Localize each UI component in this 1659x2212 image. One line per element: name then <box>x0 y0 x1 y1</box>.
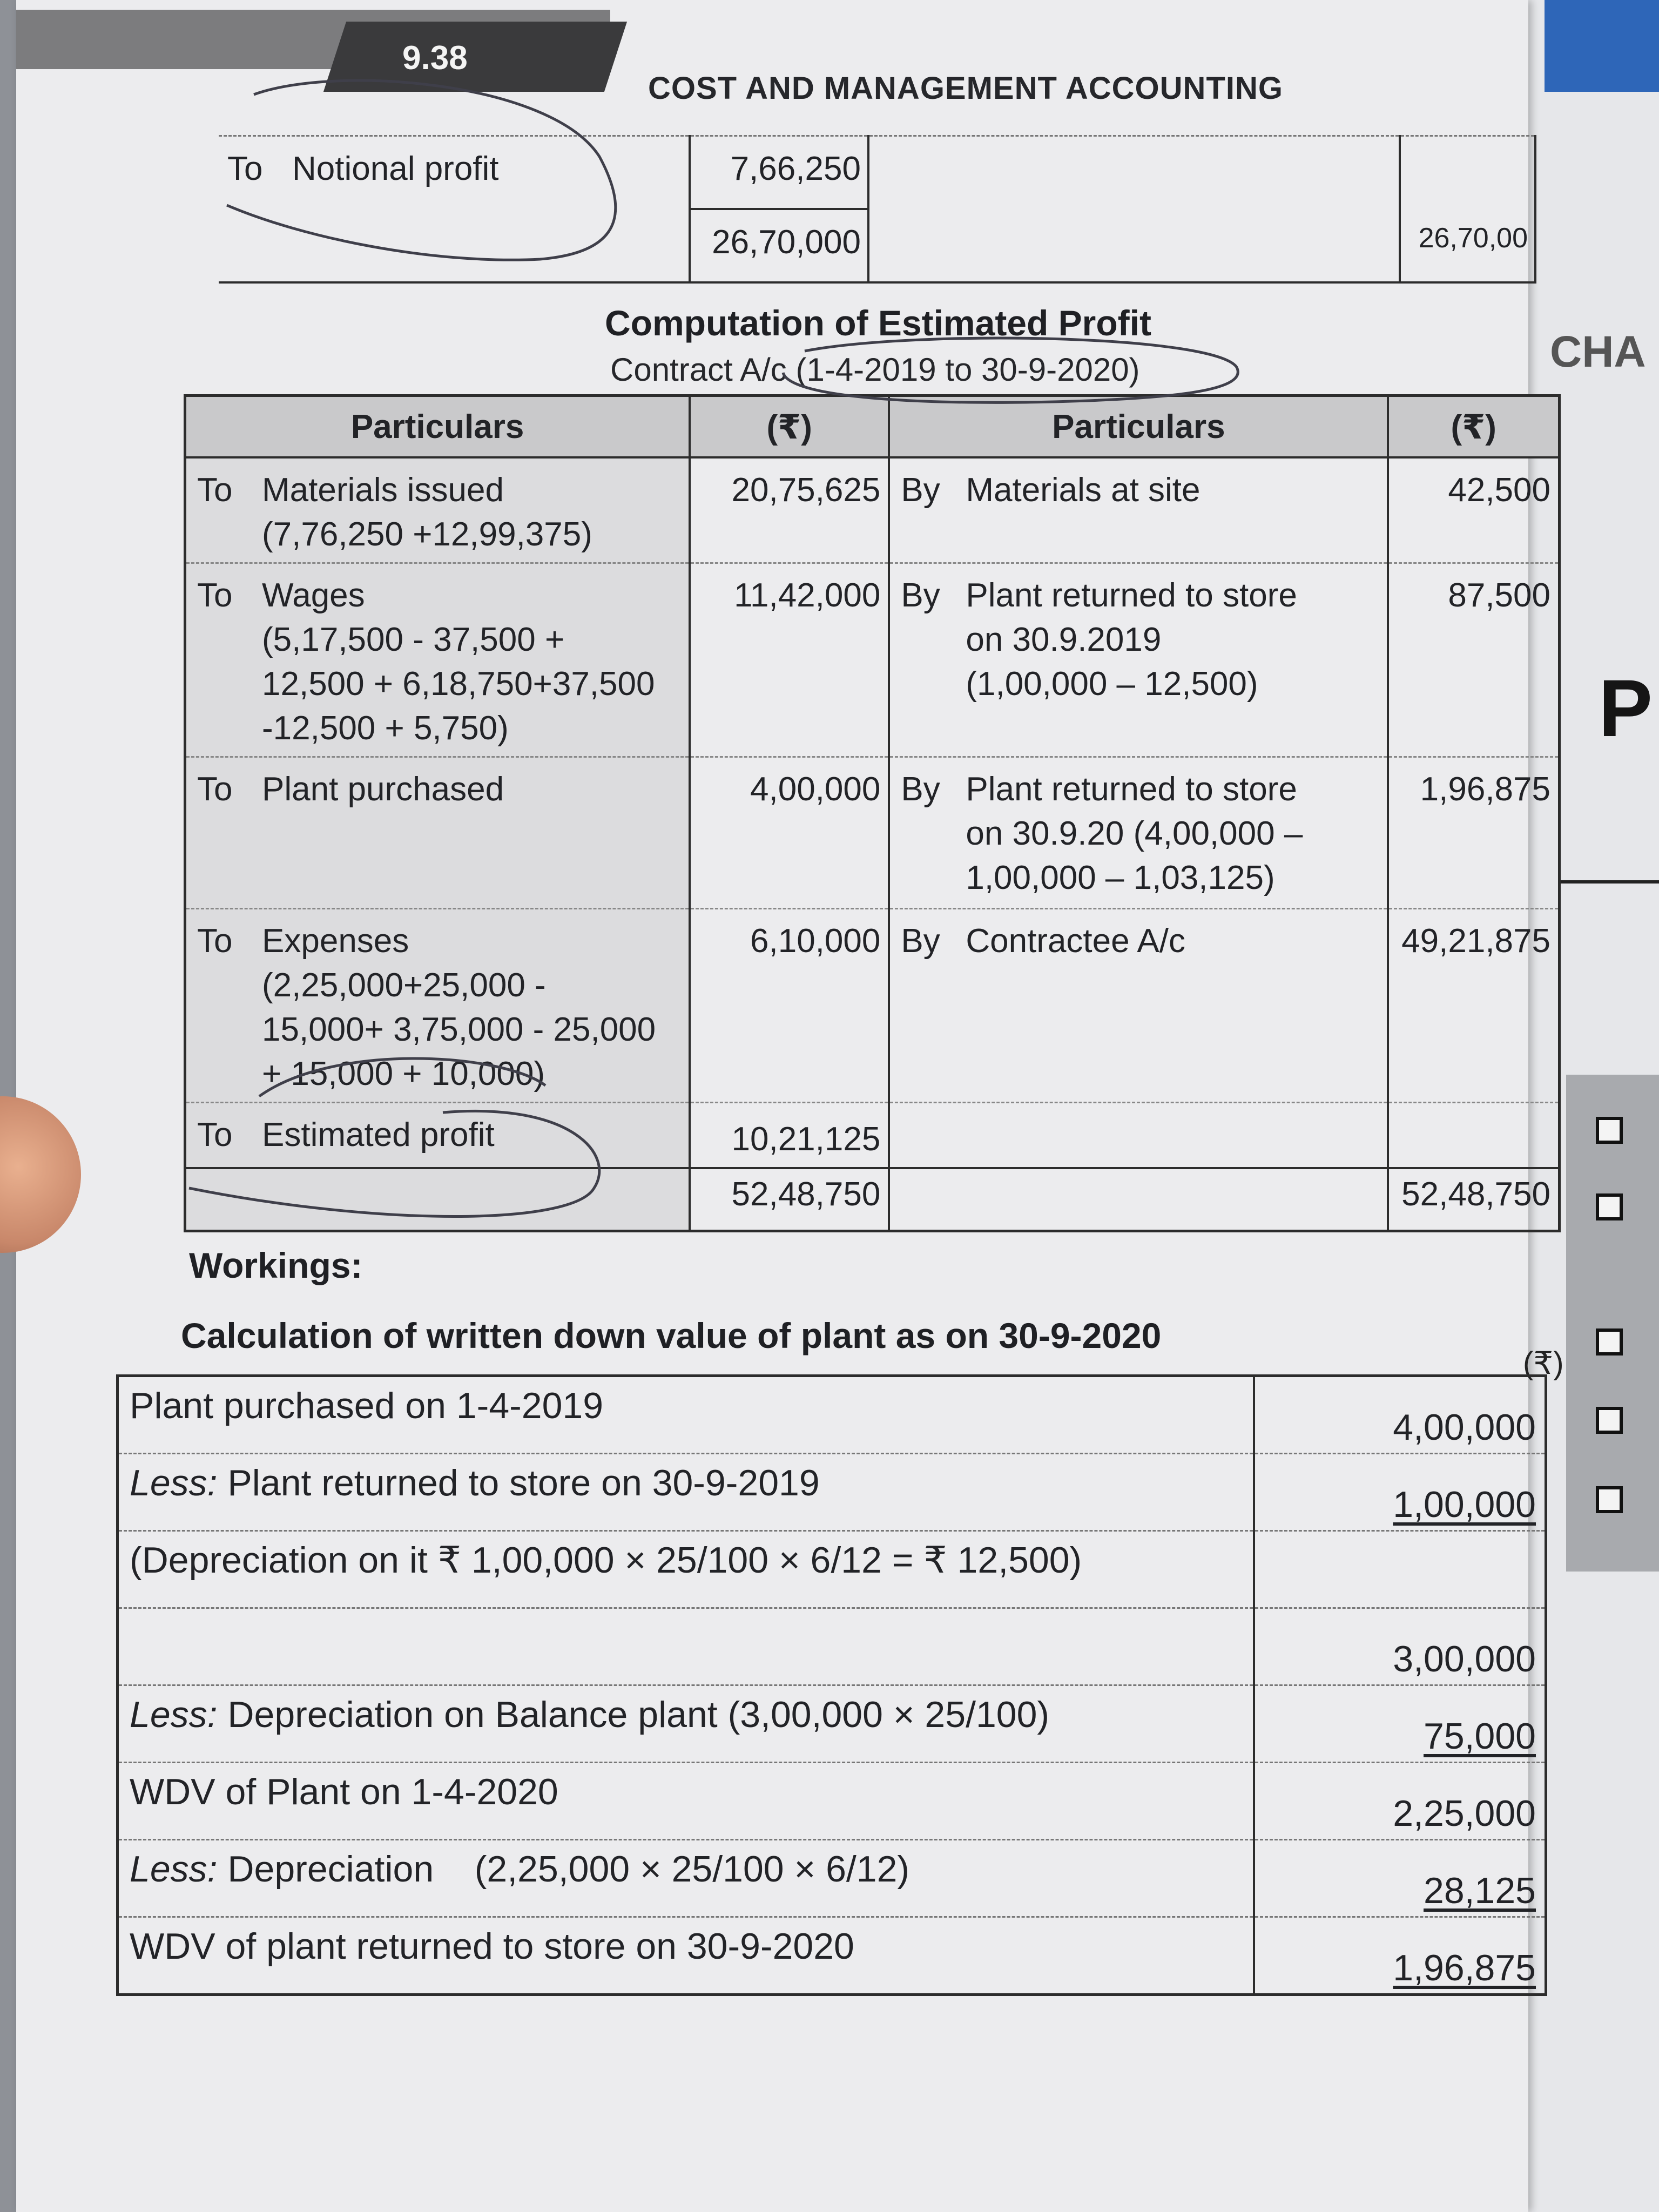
blue-corner-graphic <box>1545 0 1659 92</box>
table-row: 3,00,000 <box>118 1608 1546 1685</box>
side-letter: P <box>1599 663 1653 753</box>
page-number-tab <box>323 22 627 92</box>
table-row: To Expenses (2,25,000+25,000 - 15,000+ 3,75,000 - 25,000 + 15,000 + 10,000) 6,10,000 By Contractee A/c 49,21,875 <box>185 909 1560 1103</box>
table-row: Less: Depreciation on Balance plant (3,00,000 × 25/100) 75,000 <box>118 1685 1546 1763</box>
table-row: WDV of Plant on 1-4-2020 2,25,000 <box>118 1763 1546 1840</box>
table-row: Less: Plant returned to store on 30-9-2019 1,00,000 <box>118 1454 1546 1531</box>
contract-account-table <box>184 394 1561 1232</box>
total-row <box>185 1168 1560 1231</box>
page-number: 9.38 <box>402 39 468 77</box>
col-particulars-dr: Particulars <box>185 396 690 458</box>
checkbox-icon <box>1596 1193 1623 1220</box>
total-credit: 52,48,750 <box>1388 1168 1559 1231</box>
table-row: To Wages (5,17,500 - 37,500 + 12,500 + 6,18,750+37,500 -12,500 + 5,750) 11,42,000 By Plant returned to store on 30.9.2019 (1,00,000 – 12,500) 87,500 <box>185 563 1560 757</box>
checkbox-icon <box>1596 1486 1623 1513</box>
section-subtitle: Contract A/c (1-4-2019 to 30-9-2020) <box>610 352 1140 388</box>
wdv-table <box>116 1374 1547 1996</box>
currency-label: (₹) <box>1523 1346 1564 1381</box>
table-row: (Depreciation on it ₹ 1,00,000 × 25/100 × 6/12 = ₹ 12,500) <box>118 1531 1546 1608</box>
col-particulars-cr: Particulars <box>889 396 1388 458</box>
table-row: To Estimated profit 10,21,125 <box>185 1103 1560 1169</box>
side-divider <box>1561 880 1659 884</box>
table-row: To Plant purchased 4,00,000 By Plant returned to store on 30.9.20 (4,00,000 – 1,00,000 – 1,03,125) 1,96,875 <box>185 757 1560 909</box>
total-right: 26,70,00 <box>1400 209 1536 282</box>
total-debit: 52,48,750 <box>690 1168 889 1231</box>
workings-subtitle: Calculation of written down value of plant as on 30-9-2020 <box>181 1316 1162 1355</box>
checkbox-icon <box>1596 1117 1623 1144</box>
col-amount-cr: (₹) <box>1388 396 1559 458</box>
checkbox-icon <box>1596 1328 1623 1355</box>
total-left: 26,70,000 <box>690 209 868 282</box>
checkbox-icon <box>1596 1407 1623 1434</box>
notional-profit-amount: 7,66,250 <box>690 136 868 210</box>
section-title: Computation of Estimated Profit <box>605 303 1151 343</box>
table-row: Plant purchased on 1-4-2019 4,00,000 <box>118 1376 1546 1454</box>
workings-title: Workings: <box>189 1245 363 1285</box>
previous-table-snippet <box>219 135 1536 284</box>
table-row: WDV of plant returned to store on 30-9-2020 1,96,875 <box>118 1917 1546 1995</box>
book-title: COST AND MANAGEMENT ACCOUNTING <box>648 71 1283 106</box>
chapter-label: CHA <box>1550 327 1646 376</box>
notional-profit-label: To Notional profit <box>219 136 690 210</box>
table-row: To Materials issued (7,76,250 +12,99,375) 20,75,625 By Materials at site 42,500 <box>185 457 1560 563</box>
table-row: Less: Depreciation (2,25,000 × 25/100 × 6/12) 28,125 <box>118 1840 1546 1917</box>
col-amount-dr: (₹) <box>690 396 889 458</box>
